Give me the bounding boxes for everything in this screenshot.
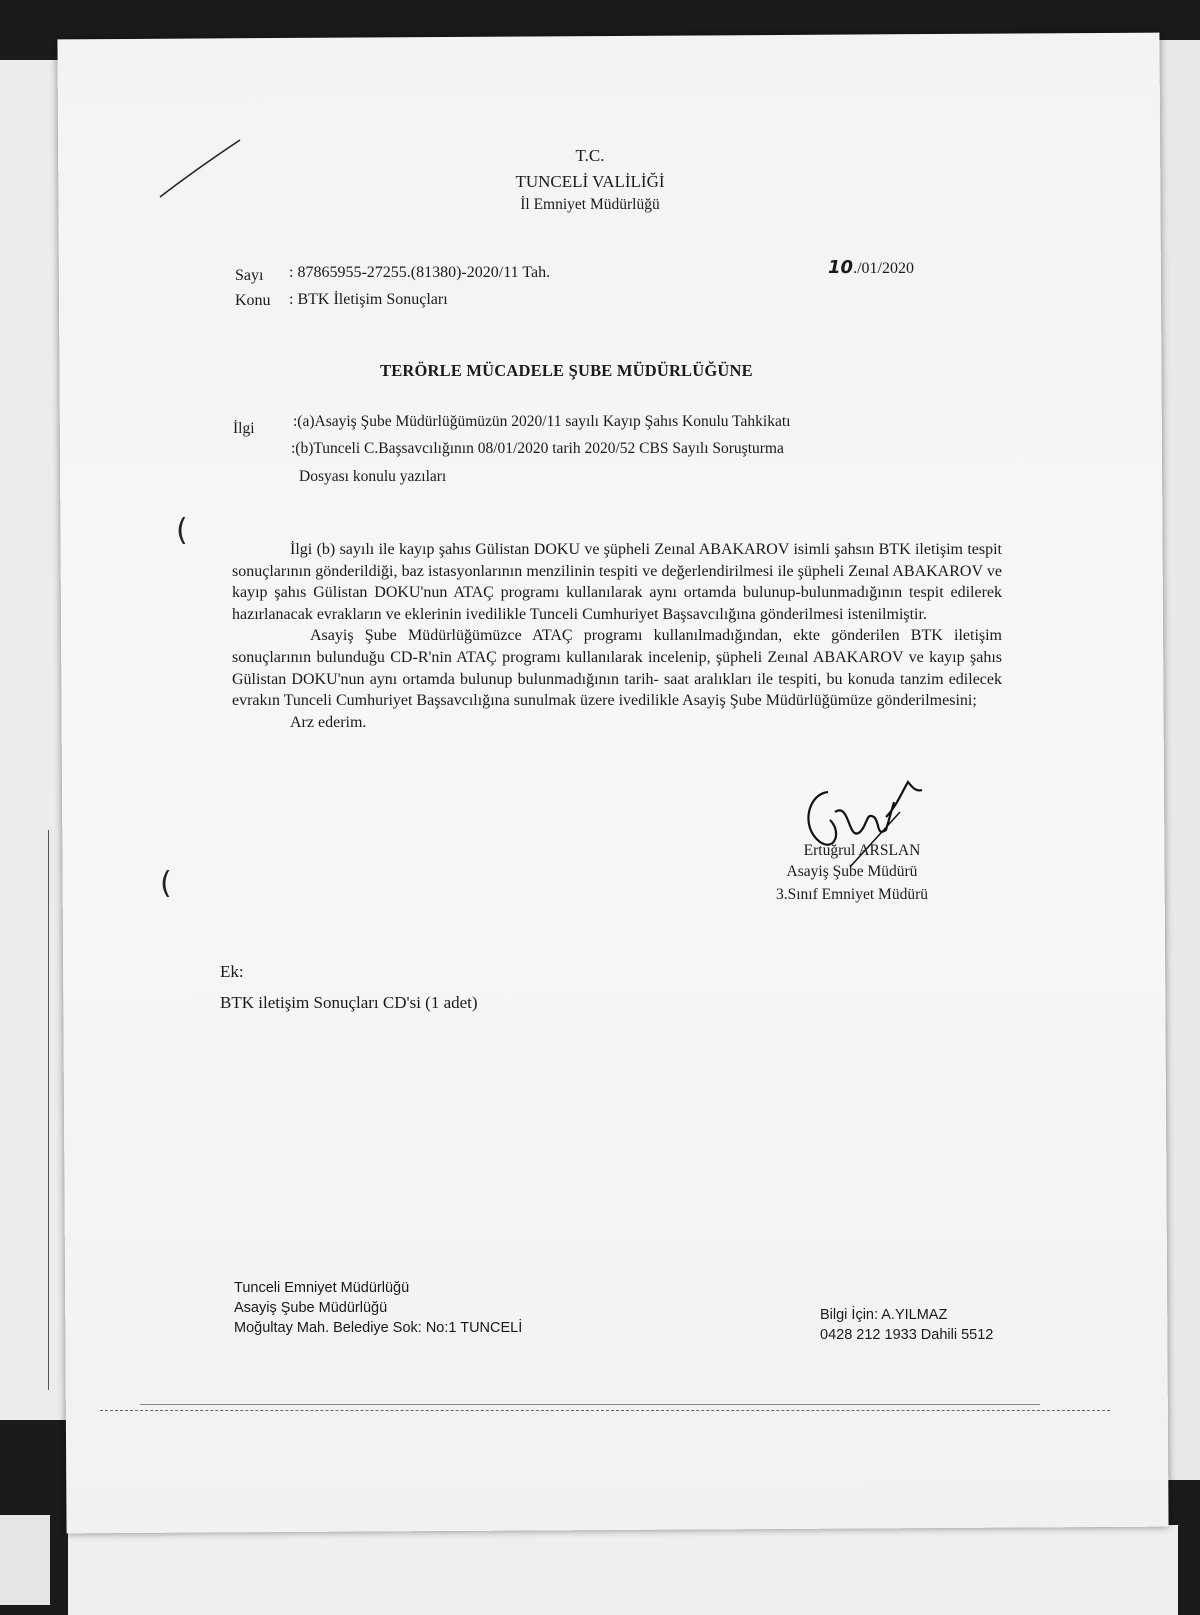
footer-rule [140, 1404, 1040, 1405]
konu-value: : BTK İletişim Sonuçları [289, 291, 448, 308]
ilgi-b: :(b)Tunceli C.Başsavcılığının 08/01/2020 tarih 2020/52 CBS Sayılı Soruşturma [291, 440, 784, 457]
left-sheet-edge-line [48, 830, 49, 1390]
body-closing: Arz ederim. [290, 713, 367, 731]
sayi-label: Sayı [235, 267, 264, 284]
footer-rule-dashed [100, 1410, 1110, 1411]
signer-name: Ertuğrul ARSLAN [803, 842, 921, 859]
footer-contact-person: Bilgi İçin: A.YILMAZ [820, 1307, 948, 1323]
footer-contact [820, 1305, 993, 1345]
letter-body [232, 539, 1002, 733]
body-paragraph-1: İlgi (b) sayılı ile kayıp şahıs Gülistan DOKU ve şüpheli Zeınal ABAKAROV isimli şahsın BTK iletişim tespit sonuçlarının gönderildiği, baz istasyonlarının menzilinin tespiti ve değerlendirilmesi ile şüpheli Zeınal ABAKAROV ve kayıp şahıs Gülistan DOKU'nun ATAÇ programı kullanılarak aynı ortamda bulunup-bulunmadığının tespit edilerek hazırlanacak evrakların ve eklerinin ivedilikle Tunceli Cumhuriyet Başsavcılığına gönderilmesi istenilmiştir. [232, 541, 1002, 623]
footer-street: Moğultay Mah. Belediye Sok: No:1 TUNCELİ [234, 1320, 523, 1336]
body-paragraph-2: Asayiş Şube Müdürlüğümüzce ATAÇ programı kullanılmadığından, ekte gönderilen BTK iletişim sonuçlarının bulunduğu CD-R'nin ATAÇ programı kullanılarak incelenip, şüpheli Zeınal ABAKAROV ve kayıp şahıs Gülistan DOKU'nun aynı ortamda bulunup bulunmadığının tarih- saat aralıkları ile tespiti, bu konuda tanzim edilecek evrakın Tunceli Cumhuriyet Başsavcılığına sunulmak üzere ivedilikle Asayiş Şube Müdürlüğümüze gönderilmesini; [232, 627, 1002, 710]
header-valilik: TUNCELİ VALİLİĞİ [515, 172, 665, 191]
background-sheet-bottom [68, 1525, 1178, 1615]
header-tc: T.C. [575, 146, 605, 165]
signer-title-1: Asayiş Şube Müdürü [786, 863, 918, 880]
header-emniyet: İl Emniyet Müdürlüğü [520, 196, 660, 213]
date-handwritten-day: 10 [828, 257, 854, 278]
margin-bracket-mark: ( [176, 513, 188, 548]
background-sheet-bottom-left [0, 1515, 50, 1605]
margin-bracket-mark: ( [160, 866, 172, 901]
ilgi-b-cont: Dosyası konulu yazıları [299, 468, 447, 485]
ilgi-label: İlgi [233, 420, 255, 437]
attachment-item: BTK iletişim Sonuçları CD'si (1 adet) [220, 993, 478, 1012]
footer-address [234, 1278, 522, 1338]
document-date [828, 257, 914, 278]
signer-title-2: 3.Sınıf Emniyet Müdürü [776, 886, 928, 903]
attachment-label: Ek: [220, 962, 244, 981]
footer-unit: Asayiş Şube Müdürlüğü [234, 1300, 388, 1316]
konu-label: Konu [235, 292, 271, 309]
ilgi-a: :(a)Asayiş Şube Müdürlüğümüzün 2020/11 sayılı Kayıp Şahıs Konulu Tahkikatı [293, 413, 791, 430]
date-printed: ./01/2020 [853, 260, 914, 277]
document-page [57, 33, 1168, 1534]
footer-org: Tunceli Emniyet Müdürlüğü [234, 1280, 410, 1296]
sayi-value: : 87865955-27255.(81380)-2020/11 Tah. [289, 264, 551, 281]
recipient-title: TERÖRLE MÜCADELE ŞUBE MÜDÜRLÜĞÜNE [380, 361, 753, 380]
footer-contact-phone: 0428 212 1933 Dahili 5512 [820, 1327, 994, 1343]
